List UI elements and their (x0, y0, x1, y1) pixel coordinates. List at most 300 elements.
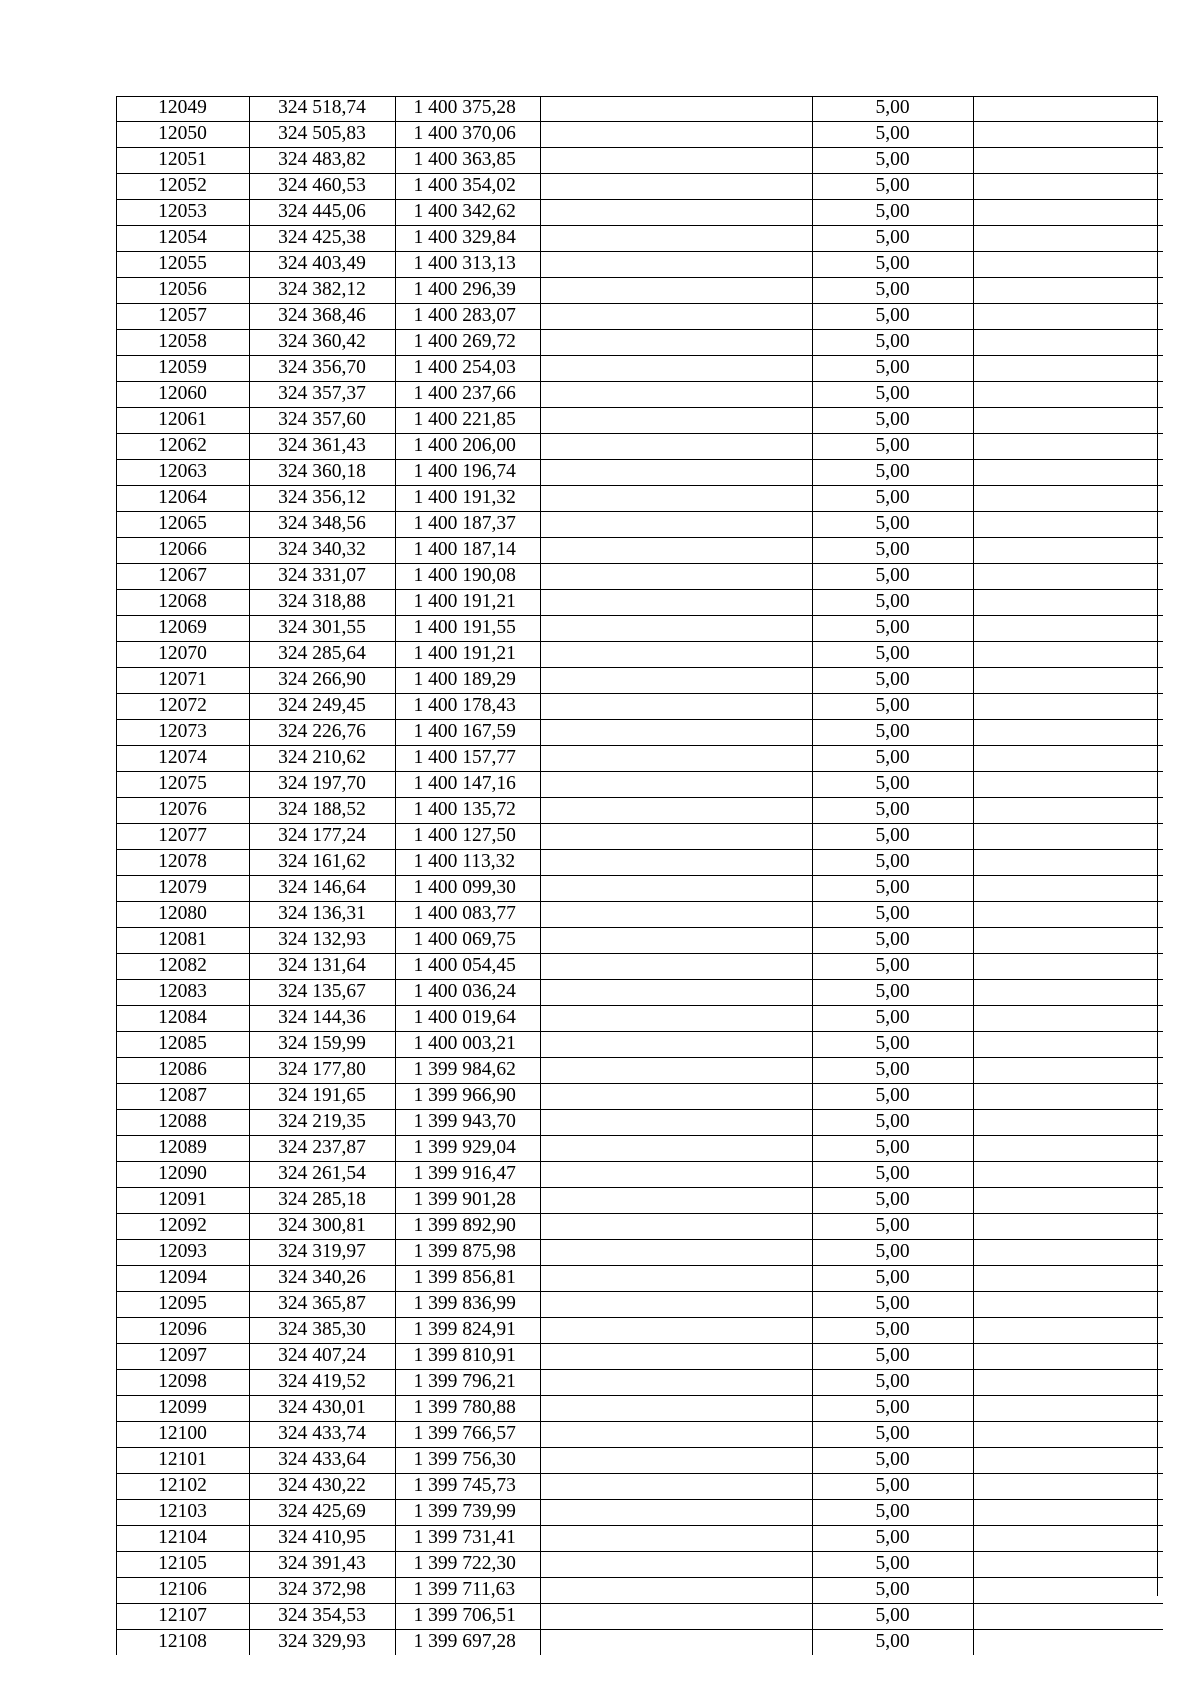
x-coordinate-cell: 324 340,26 (249, 1265, 395, 1291)
empty-cell (973, 1603, 1163, 1629)
y-coordinate-cell: 1 400 329,84 (395, 225, 540, 251)
value-cell: 5,00 (812, 1577, 973, 1603)
x-coordinate-cell: 324 266,90 (249, 667, 395, 693)
table-row (116, 147, 1163, 173)
point-number-cell: 12073 (116, 719, 249, 745)
table-row (116, 1057, 1163, 1083)
value-cell: 5,00 (812, 173, 973, 199)
x-coordinate-cell: 324 505,83 (249, 121, 395, 147)
table-row (116, 1005, 1163, 1031)
empty-cell (973, 667, 1163, 693)
x-coordinate-cell: 324 425,38 (249, 225, 395, 251)
empty-cell (973, 303, 1163, 329)
x-coordinate-cell: 324 430,01 (249, 1395, 395, 1421)
x-coordinate-cell: 324 136,31 (249, 901, 395, 927)
empty-cell (540, 1629, 812, 1655)
x-coordinate-cell: 324 132,93 (249, 927, 395, 953)
value-cell: 5,00 (812, 979, 973, 1005)
x-coordinate-cell: 324 360,42 (249, 329, 395, 355)
y-coordinate-cell: 1 400 019,64 (395, 1005, 540, 1031)
x-coordinate-cell: 324 403,49 (249, 251, 395, 277)
table-row (116, 1187, 1163, 1213)
point-number-cell: 12098 (116, 1369, 249, 1395)
value-cell: 5,00 (812, 823, 973, 849)
x-coordinate-cell: 324 368,46 (249, 303, 395, 329)
value-cell: 5,00 (812, 121, 973, 147)
x-coordinate-cell: 324 425,69 (249, 1499, 395, 1525)
table-row (116, 641, 1163, 667)
y-coordinate-cell: 1 400 354,02 (395, 173, 540, 199)
value-cell: 5,00 (812, 329, 973, 355)
empty-cell (973, 849, 1163, 875)
y-coordinate-cell: 1 400 363,85 (395, 147, 540, 173)
value-cell: 5,00 (812, 1135, 973, 1161)
table-row (116, 537, 1163, 563)
value-cell: 5,00 (812, 797, 973, 823)
point-number-cell: 12085 (116, 1031, 249, 1057)
empty-cell (973, 96, 1163, 122)
empty-cell (973, 927, 1163, 953)
empty-cell (973, 901, 1163, 927)
y-coordinate-cell: 1 400 036,24 (395, 979, 540, 1005)
empty-cell (540, 1369, 812, 1395)
value-cell: 5,00 (812, 667, 973, 693)
x-coordinate-cell: 324 191,65 (249, 1083, 395, 1109)
y-coordinate-cell: 1 400 190,08 (395, 563, 540, 589)
point-number-cell: 12076 (116, 797, 249, 823)
empty-cell (973, 797, 1163, 823)
table-row (116, 173, 1163, 199)
point-number-cell: 12066 (116, 537, 249, 563)
x-coordinate-cell: 324 340,32 (249, 537, 395, 563)
x-coordinate-cell: 324 161,62 (249, 849, 395, 875)
empty-cell (973, 1239, 1163, 1265)
value-cell: 5,00 (812, 1317, 973, 1343)
y-coordinate-cell: 1 399 929,04 (395, 1135, 540, 1161)
value-cell: 5,00 (812, 589, 973, 615)
empty-cell (540, 537, 812, 563)
empty-cell (973, 1057, 1163, 1083)
empty-cell (973, 459, 1163, 485)
value-cell: 5,00 (812, 771, 973, 797)
y-coordinate-cell: 1 400 083,77 (395, 901, 540, 927)
y-coordinate-cell: 1 400 370,06 (395, 121, 540, 147)
empty-cell (540, 875, 812, 901)
empty-cell (540, 277, 812, 303)
empty-cell (973, 745, 1163, 771)
table-row (116, 1343, 1163, 1369)
x-coordinate-cell: 324 144,36 (249, 1005, 395, 1031)
table-row (116, 615, 1163, 641)
value-cell: 5,00 (812, 615, 973, 641)
point-number-cell: 12061 (116, 407, 249, 433)
table-row (116, 1577, 1163, 1603)
empty-cell (540, 901, 812, 927)
table-row (116, 1629, 1163, 1655)
point-number-cell: 12051 (116, 147, 249, 173)
y-coordinate-cell: 1 399 916,47 (395, 1161, 540, 1187)
empty-cell (540, 615, 812, 641)
empty-cell (540, 96, 812, 122)
y-coordinate-cell: 1 400 003,21 (395, 1031, 540, 1057)
table-row (116, 823, 1163, 849)
value-cell: 5,00 (812, 953, 973, 979)
empty-cell (540, 927, 812, 953)
empty-cell (973, 979, 1163, 1005)
x-coordinate-cell: 324 360,18 (249, 459, 395, 485)
value-cell: 5,00 (812, 745, 973, 771)
empty-cell (540, 641, 812, 667)
x-coordinate-cell: 324 237,87 (249, 1135, 395, 1161)
empty-cell (973, 1161, 1163, 1187)
empty-cell (973, 1629, 1163, 1655)
y-coordinate-cell: 1 400 191,21 (395, 641, 540, 667)
x-coordinate-cell: 324 318,88 (249, 589, 395, 615)
x-coordinate-cell: 324 433,64 (249, 1447, 395, 1473)
empty-cell (540, 1265, 812, 1291)
empty-cell (973, 823, 1163, 849)
x-coordinate-cell: 324 483,82 (249, 147, 395, 173)
empty-cell (973, 1551, 1163, 1577)
x-coordinate-cell: 324 226,76 (249, 719, 395, 745)
empty-cell (973, 1421, 1163, 1447)
y-coordinate-cell: 1 399 731,41 (395, 1525, 540, 1551)
empty-cell (973, 1369, 1163, 1395)
value-cell: 5,00 (812, 693, 973, 719)
empty-cell (540, 589, 812, 615)
point-number-cell: 12083 (116, 979, 249, 1005)
point-number-cell: 12103 (116, 1499, 249, 1525)
value-cell: 5,00 (812, 1083, 973, 1109)
y-coordinate-cell: 1 400 196,74 (395, 459, 540, 485)
table-row (116, 1603, 1163, 1629)
table-row (116, 1551, 1163, 1577)
empty-cell (540, 563, 812, 589)
x-coordinate-cell: 324 249,45 (249, 693, 395, 719)
value-cell: 5,00 (812, 1603, 973, 1629)
y-coordinate-cell: 1 399 739,99 (395, 1499, 540, 1525)
y-coordinate-cell: 1 399 745,73 (395, 1473, 540, 1499)
x-coordinate-cell: 324 391,43 (249, 1551, 395, 1577)
point-number-cell: 12090 (116, 1161, 249, 1187)
point-number-cell: 12105 (116, 1551, 249, 1577)
table-row (116, 875, 1163, 901)
table-row (116, 251, 1163, 277)
empty-cell (973, 1473, 1163, 1499)
x-coordinate-cell: 324 319,97 (249, 1239, 395, 1265)
x-coordinate-cell: 324 177,24 (249, 823, 395, 849)
value-cell: 5,00 (812, 96, 973, 122)
empty-cell (973, 225, 1163, 251)
empty-cell (973, 1265, 1163, 1291)
empty-cell (973, 953, 1163, 979)
y-coordinate-cell: 1 400 191,55 (395, 615, 540, 641)
value-cell: 5,00 (812, 1525, 973, 1551)
empty-cell (540, 1447, 812, 1473)
table-row (116, 1291, 1163, 1317)
value-cell: 5,00 (812, 1369, 973, 1395)
empty-cell (973, 1499, 1163, 1525)
table-row (116, 1447, 1163, 1473)
empty-cell (973, 199, 1163, 225)
empty-cell (540, 719, 812, 745)
point-number-cell: 12102 (116, 1473, 249, 1499)
empty-cell (973, 875, 1163, 901)
table-row (116, 329, 1163, 355)
table-row (116, 1265, 1163, 1291)
empty-cell (973, 381, 1163, 407)
empty-cell (540, 1005, 812, 1031)
empty-cell (973, 329, 1163, 355)
point-number-cell: 12068 (116, 589, 249, 615)
empty-cell (973, 1525, 1163, 1551)
point-number-cell: 12059 (116, 355, 249, 381)
point-number-cell: 12091 (116, 1187, 249, 1213)
point-number-cell: 12080 (116, 901, 249, 927)
x-coordinate-cell: 324 131,64 (249, 953, 395, 979)
empty-cell (540, 1395, 812, 1421)
point-number-cell: 12057 (116, 303, 249, 329)
empty-cell (540, 1031, 812, 1057)
empty-cell (973, 1109, 1163, 1135)
x-coordinate-cell: 324 419,52 (249, 1369, 395, 1395)
value-cell: 5,00 (812, 1551, 973, 1577)
empty-cell (540, 381, 812, 407)
y-coordinate-cell: 1 399 711,63 (395, 1577, 540, 1603)
empty-cell (540, 1291, 812, 1317)
y-coordinate-cell: 1 400 269,72 (395, 329, 540, 355)
table-row (116, 1369, 1163, 1395)
table-row (116, 693, 1163, 719)
empty-cell (973, 511, 1163, 537)
point-number-cell: 12052 (116, 173, 249, 199)
table-row (116, 225, 1163, 251)
empty-cell (973, 563, 1163, 589)
table-row (116, 1161, 1163, 1187)
value-cell: 5,00 (812, 1343, 973, 1369)
table-row (116, 303, 1163, 329)
value-cell: 5,00 (812, 277, 973, 303)
table-row (116, 485, 1163, 511)
table-row (116, 1083, 1163, 1109)
x-coordinate-cell: 324 430,22 (249, 1473, 395, 1499)
table-row (116, 771, 1163, 797)
y-coordinate-cell: 1 400 254,03 (395, 355, 540, 381)
y-coordinate-cell: 1 400 135,72 (395, 797, 540, 823)
empty-cell (540, 173, 812, 199)
empty-cell (973, 771, 1163, 797)
point-number-cell: 12096 (116, 1317, 249, 1343)
point-number-cell: 12070 (116, 641, 249, 667)
value-cell: 5,00 (812, 433, 973, 459)
table-row (116, 511, 1163, 537)
x-coordinate-cell: 324 356,12 (249, 485, 395, 511)
empty-cell (540, 1187, 812, 1213)
point-number-cell: 12077 (116, 823, 249, 849)
point-number-cell: 12072 (116, 693, 249, 719)
table-row (116, 1473, 1163, 1499)
empty-cell (973, 641, 1163, 667)
empty-cell (540, 1135, 812, 1161)
point-number-cell: 12067 (116, 563, 249, 589)
point-number-cell: 12101 (116, 1447, 249, 1473)
point-number-cell: 12053 (116, 199, 249, 225)
empty-cell (540, 1343, 812, 1369)
empty-cell (540, 693, 812, 719)
y-coordinate-cell: 1 400 237,66 (395, 381, 540, 407)
table-row (116, 1031, 1163, 1057)
table-row (116, 1239, 1163, 1265)
table-row (116, 1317, 1163, 1343)
x-coordinate-cell: 324 460,53 (249, 173, 395, 199)
y-coordinate-cell: 1 399 875,98 (395, 1239, 540, 1265)
empty-cell (540, 1421, 812, 1447)
empty-cell (540, 745, 812, 771)
y-coordinate-cell: 1 400 191,32 (395, 485, 540, 511)
table-row (116, 96, 1163, 122)
empty-cell (973, 1395, 1163, 1421)
empty-cell (540, 823, 812, 849)
table-row (116, 927, 1163, 953)
value-cell: 5,00 (812, 1213, 973, 1239)
empty-cell (973, 719, 1163, 745)
point-number-cell: 12086 (116, 1057, 249, 1083)
empty-cell (540, 1083, 812, 1109)
y-coordinate-cell: 1 400 191,21 (395, 589, 540, 615)
empty-cell (540, 1317, 812, 1343)
empty-cell (973, 1577, 1163, 1603)
empty-cell (973, 615, 1163, 641)
y-coordinate-cell: 1 400 342,62 (395, 199, 540, 225)
x-coordinate-cell: 324 518,74 (249, 96, 395, 122)
x-coordinate-cell: 324 357,60 (249, 407, 395, 433)
x-coordinate-cell: 324 300,81 (249, 1213, 395, 1239)
point-number-cell: 12108 (116, 1629, 249, 1655)
point-number-cell: 12094 (116, 1265, 249, 1291)
point-number-cell: 12075 (116, 771, 249, 797)
y-coordinate-cell: 1 400 157,77 (395, 745, 540, 771)
empty-cell (973, 251, 1163, 277)
y-coordinate-cell: 1 399 824,91 (395, 1317, 540, 1343)
point-number-cell: 12064 (116, 485, 249, 511)
empty-cell (540, 1057, 812, 1083)
value-cell: 5,00 (812, 1161, 973, 1187)
x-coordinate-cell: 324 354,53 (249, 1603, 395, 1629)
empty-cell (540, 1603, 812, 1629)
point-number-cell: 12099 (116, 1395, 249, 1421)
table-row (116, 979, 1163, 1005)
point-number-cell: 12071 (116, 667, 249, 693)
empty-cell (540, 459, 812, 485)
value-cell: 5,00 (812, 1239, 973, 1265)
empty-cell (540, 251, 812, 277)
empty-cell (973, 1135, 1163, 1161)
empty-cell (540, 771, 812, 797)
point-number-cell: 12089 (116, 1135, 249, 1161)
empty-cell (973, 173, 1163, 199)
y-coordinate-cell: 1 399 966,90 (395, 1083, 540, 1109)
value-cell: 5,00 (812, 927, 973, 953)
value-cell: 5,00 (812, 407, 973, 433)
empty-cell (973, 589, 1163, 615)
table-row (116, 563, 1163, 589)
empty-cell (540, 511, 812, 537)
empty-cell (540, 1577, 812, 1603)
empty-cell (540, 1213, 812, 1239)
empty-cell (540, 1109, 812, 1135)
point-number-cell: 12062 (116, 433, 249, 459)
y-coordinate-cell: 1 399 810,91 (395, 1343, 540, 1369)
table-row (116, 719, 1163, 745)
x-coordinate-cell: 324 188,52 (249, 797, 395, 823)
value-cell: 5,00 (812, 563, 973, 589)
x-coordinate-cell: 324 329,93 (249, 1629, 395, 1655)
value-cell: 5,00 (812, 1291, 973, 1317)
empty-cell (540, 121, 812, 147)
value-cell: 5,00 (812, 537, 973, 563)
x-coordinate-cell: 324 197,70 (249, 771, 395, 797)
table-row (116, 433, 1163, 459)
table-row (116, 355, 1163, 381)
y-coordinate-cell: 1 400 127,50 (395, 823, 540, 849)
table-row (116, 407, 1163, 433)
point-number-cell: 12093 (116, 1239, 249, 1265)
empty-cell (540, 1525, 812, 1551)
table-row (116, 1213, 1163, 1239)
point-number-cell: 12092 (116, 1213, 249, 1239)
empty-cell (973, 1317, 1163, 1343)
empty-cell (973, 1187, 1163, 1213)
x-coordinate-cell: 324 285,64 (249, 641, 395, 667)
y-coordinate-cell: 1 399 697,28 (395, 1629, 540, 1655)
point-number-cell: 12049 (116, 96, 249, 122)
point-number-cell: 12065 (116, 511, 249, 537)
empty-cell (540, 1499, 812, 1525)
point-number-cell: 12088 (116, 1109, 249, 1135)
value-cell: 5,00 (812, 1499, 973, 1525)
empty-cell (540, 849, 812, 875)
x-coordinate-cell: 324 361,43 (249, 433, 395, 459)
empty-cell (973, 1343, 1163, 1369)
table-row (116, 1421, 1163, 1447)
value-cell: 5,00 (812, 719, 973, 745)
empty-cell (540, 797, 812, 823)
point-number-cell: 12104 (116, 1525, 249, 1551)
table-row (116, 1109, 1163, 1135)
empty-cell (540, 355, 812, 381)
y-coordinate-cell: 1 400 283,07 (395, 303, 540, 329)
point-number-cell: 12081 (116, 927, 249, 953)
point-number-cell: 12050 (116, 121, 249, 147)
point-number-cell: 12106 (116, 1577, 249, 1603)
value-cell: 5,00 (812, 1057, 973, 1083)
value-cell: 5,00 (812, 199, 973, 225)
x-coordinate-cell: 324 331,07 (249, 563, 395, 589)
x-coordinate-cell: 324 433,74 (249, 1421, 395, 1447)
y-coordinate-cell: 1 399 856,81 (395, 1265, 540, 1291)
y-coordinate-cell: 1 400 375,28 (395, 96, 540, 122)
point-number-cell: 12100 (116, 1421, 249, 1447)
empty-cell (973, 433, 1163, 459)
point-number-cell: 12078 (116, 849, 249, 875)
value-cell: 5,00 (812, 1421, 973, 1447)
x-coordinate-cell: 324 357,37 (249, 381, 395, 407)
point-number-cell: 12079 (116, 875, 249, 901)
table-row (116, 953, 1163, 979)
table-row (116, 199, 1163, 225)
point-number-cell: 12074 (116, 745, 249, 771)
empty-cell (973, 1447, 1163, 1473)
